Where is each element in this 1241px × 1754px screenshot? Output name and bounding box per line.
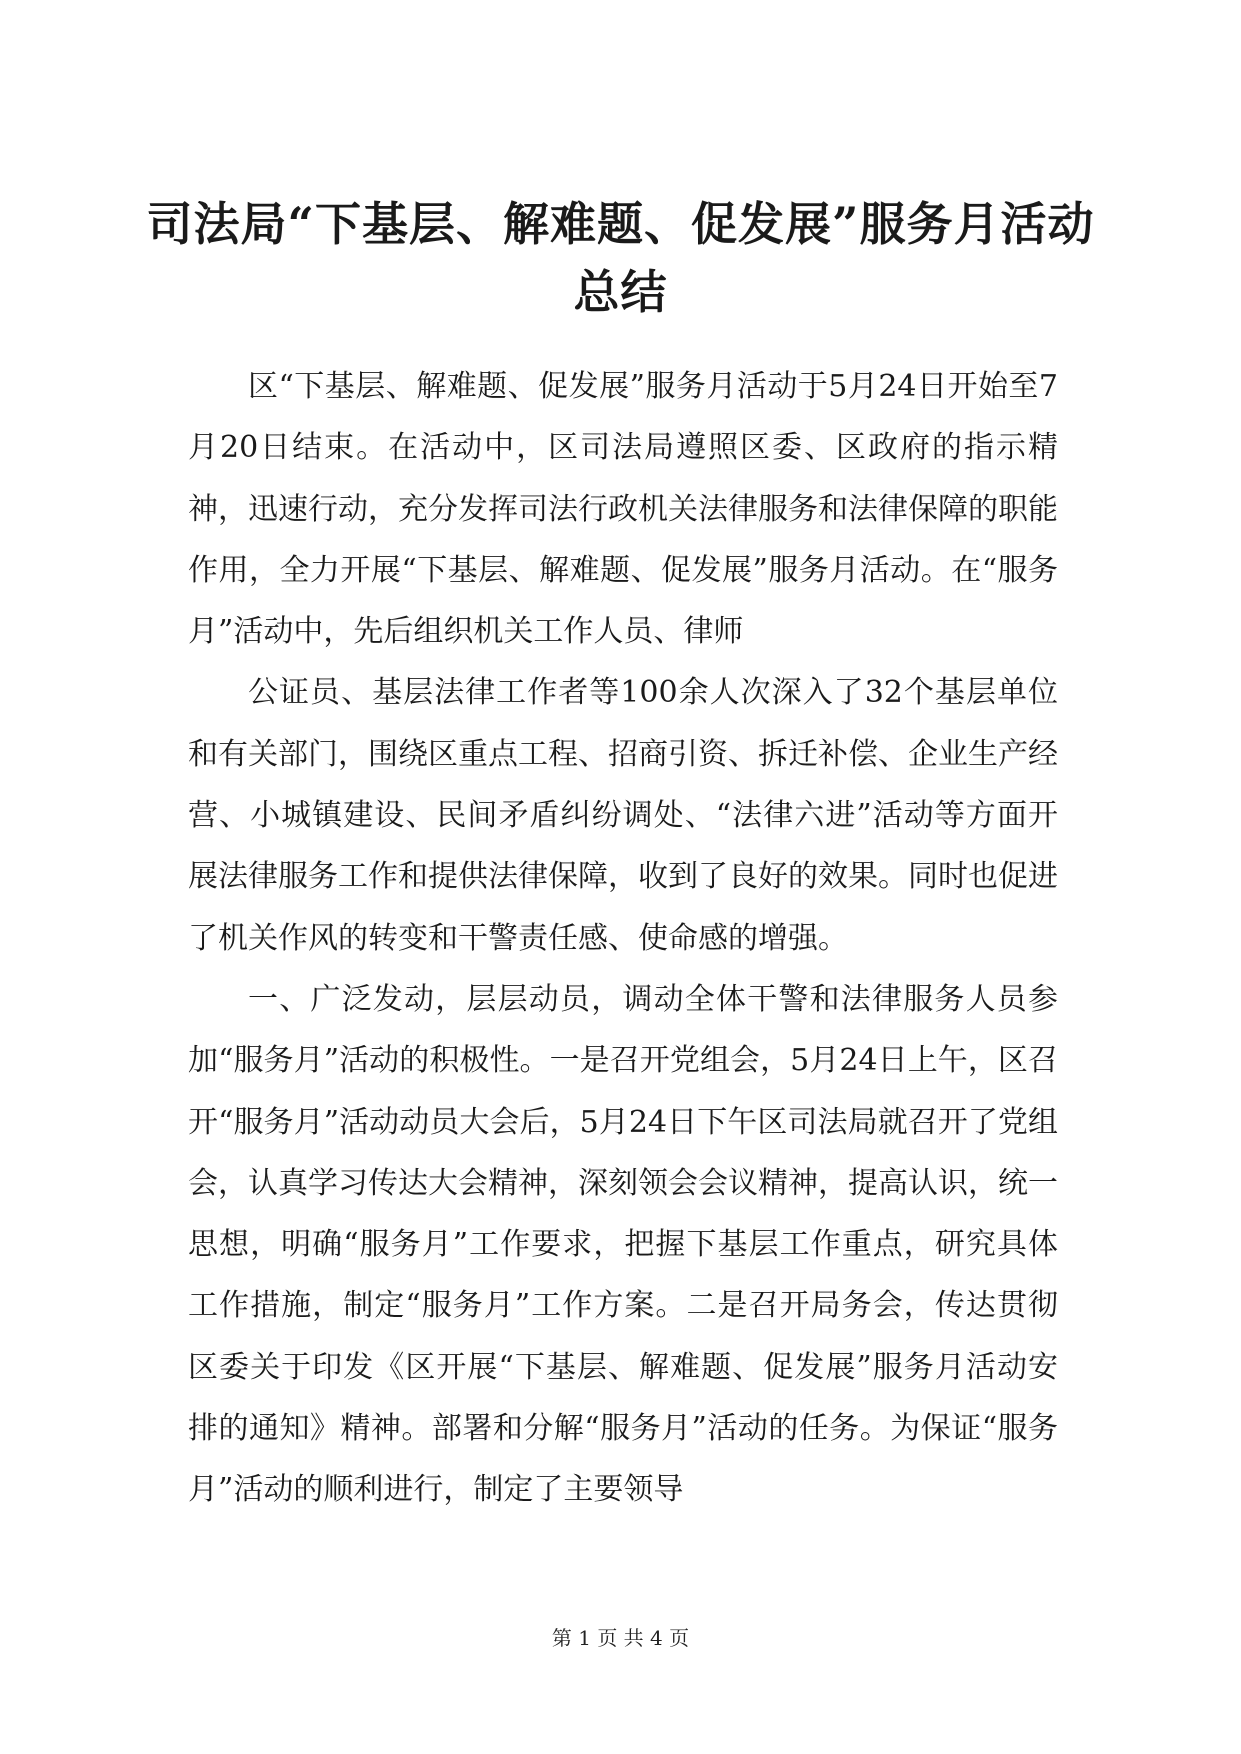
document-title: 司法局“下基层、解难题、促发展”服务月活动总结 [146,197,1095,319]
paragraph-intro: 区“下基层、解难题、促发展”服务月活动于5月24日开始至7月20日结束。在活动中，区司法局遵照区委、区政府的指示精神，迅速行动，充分发挥司法行政机关法律服务和法律保障的职能作用，全力开展“下基层、解难题、促发展”服务月活动。在“服务月”活动中，先后组织机关工作人员、律师 [188,369,1058,650]
document-body [188,356,1058,1521]
paragraph-participants: 公证员、基层法律工作者等100余人次深入了32个基层单位和有关部门，围绕区重点工程、招商引资、拆迁补偿、企业生产经营、小城镇建设、民间矛盾纠纷调处、“法律六进”活动等方面开展法律服务工作和提供法律保障，收到了良好的效果。同时也促进了机关作风的转变和干警责任感、使命感的增强。 [188,675,1058,956]
paragraph-section-one: 一、广泛发动，层层动员，调动全体干警和法律服务人员参加“服务月”活动的积极性。一是召开党组会，5月24日上午，区召开“服务月”活动动员大会后，5月24日下午区司法局就召开了党组会，认真学习传达大会精神，深刻领会会议精神，提高认识，统一思想，明确“服务月”工作要求，把握下基层工作重点，研究具体工作措施，制定“服务月”工作方案。二是召开局务会，传达贯彻区委关于印发《区开展“下基层、解难题、促发展”服务月活动安排的通知》精神。部署和分解“服务月”活动的任务。为保证“服务月”活动的顺利进行，制定了主要领导 [188,981,1058,1508]
page-footer: 第 1 页 共 4 页 [551,1626,690,1650]
